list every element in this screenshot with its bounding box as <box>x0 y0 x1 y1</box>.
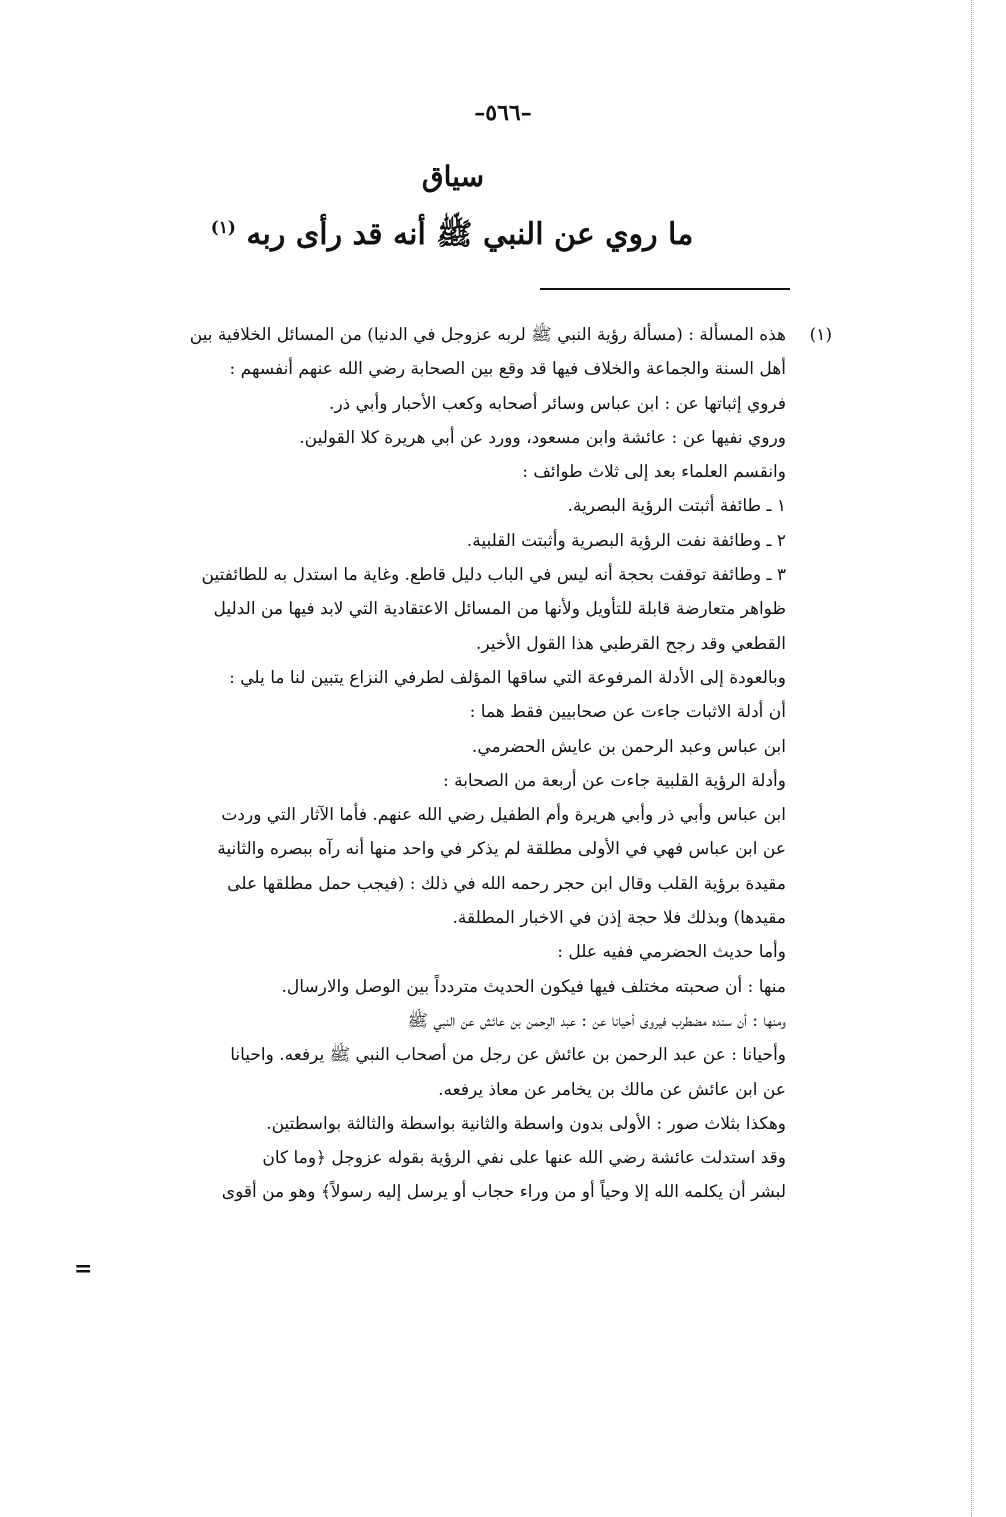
footnote-line: فروي إثباتها عن : ابن عباس وسائر أصحابه وكعب الأحبار وأبي ذر. <box>329 393 786 414</box>
footnote-line: لبشر أن يكلمه الله إلا وحياً أو من وراء حجاب أو يرسل إليه رسولاً﴾ وهو من أقوى <box>221 1182 786 1203</box>
section-subheading <box>90 216 810 259</box>
footnote-line: وقد استدلت عائشة رضي الله عنها على نفي الرؤية بقوله عزوجل ﴿وما كان <box>262 1148 786 1169</box>
footnote-line: وروي نفيها عن : عائشة وابن مسعود، وورد عن أبي هريرة كلا القولين. <box>299 427 786 448</box>
footnote-line: ٣ ـ وطائفة توقفت بحجة أنه ليس في الباب دليل قاطع. وغاية ما استدل به للطائفتين <box>201 565 786 586</box>
subheading-text: ما روي عن النبي ﷺ أنه قد رأى ربه <box>246 217 694 252</box>
footnote-line: ابن عباس وأبي ذر وأبي هريرة وأم الطفيل رضي الله عنهم. فأما الآثار التي وردت <box>221 805 786 826</box>
footnote-line: ٢ ـ وطائفة نفت الرؤية البصرية وأثبتت القلبية. <box>466 530 786 551</box>
section-heading: سياق <box>421 160 485 193</box>
footnote-line: وأدلة الرؤية القلبية جاءت عن أربعة من الصحابة : <box>442 770 786 791</box>
footnote-line: مقيدها) وبذلك فلا حجة إذن في الاخبار المطلقة. <box>452 908 786 929</box>
footnote-line: هذه المسألة : (مسألة رؤية النبي ﷺ لربه عزوجل في الدنيا) من المسائل الخلافية بين <box>189 325 786 345</box>
footnote-marker: (١) <box>809 325 832 345</box>
footnote-line: وانقسم العلماء بعد إلى ثلاث طوائف : <box>522 462 786 483</box>
footnote-line: عن ابن عائش عن مالك بن يخامر عن معاذ يرفعه. <box>438 1079 786 1100</box>
page-edge-dotted-line <box>971 0 972 1517</box>
footnote-line: وبالعودة إلى الأدلة المرفوعة التي ساقها المؤلف لطرفي النزاع يتبين لنا ما يلي : <box>229 667 786 688</box>
footnote-line: ومنها : أن سنده مضطرب فيروى أحيانا عن : عبد الرحمن بن عائش عن النبي ﷺ <box>407 1010 786 1031</box>
footnote-line: مقيدة برؤية القلب وقال ابن حجر رحمه الله في ذلك : (فيجب حمل مطلقها على <box>227 873 786 894</box>
continuation-mark: = <box>74 1256 93 1282</box>
footnote-line: ١ ـ طائفة أثبتت الرؤية البصرية. <box>567 496 786 517</box>
footnote-line: ابن عباس وعبد الرحمن بن عايش الحضرمي. <box>471 736 786 757</box>
footnote-separator <box>540 288 790 290</box>
footnote-line: عن ابن عباس فهي في الأولى مطلقة لم يذكر في واحد منها أنه رآه ببصره والثانية <box>217 839 786 860</box>
footnote-line: وأحيانا : عن عبد الرحمن بن عائش عن رجل من أصحاب النبي ﷺ يرفعه. واحيانا <box>230 1045 786 1066</box>
footnote-reference: (١) <box>210 218 236 238</box>
footnote-line: ظواهر متعارضة قابلة للتأويل ولأنها من المسائل الاعتقادية التي لابد فيها من الدليل <box>213 599 786 620</box>
footnote-line: منها : أن صحبته مختلف فيها فيكون الحديث متردداً بين الوصل والارسال. <box>281 976 786 997</box>
footnote-line: وهكذا بثلاث صور : الأولى بدون واسطة والثانية بواسطة والثالثة بواسطتين. <box>266 1113 786 1134</box>
footnote-line: أهل السنة والجماعة والخلاف فيها قد وقع بين الصحابة رضي الله عنهم أنفسهم : <box>229 359 786 380</box>
footnote-line: القطعي وقد رجح القرطبي هذا القول الأخير. <box>476 633 786 654</box>
footnote-line: وأما حديث الحضرمي ففيه علل : <box>557 942 786 963</box>
footnote-body <box>80 318 832 1210</box>
footnote-line: أن أدلة الاثبات جاءت عن صحابيين فقط هما : <box>469 702 786 723</box>
page-number: –٥٦٦– <box>474 100 532 126</box>
